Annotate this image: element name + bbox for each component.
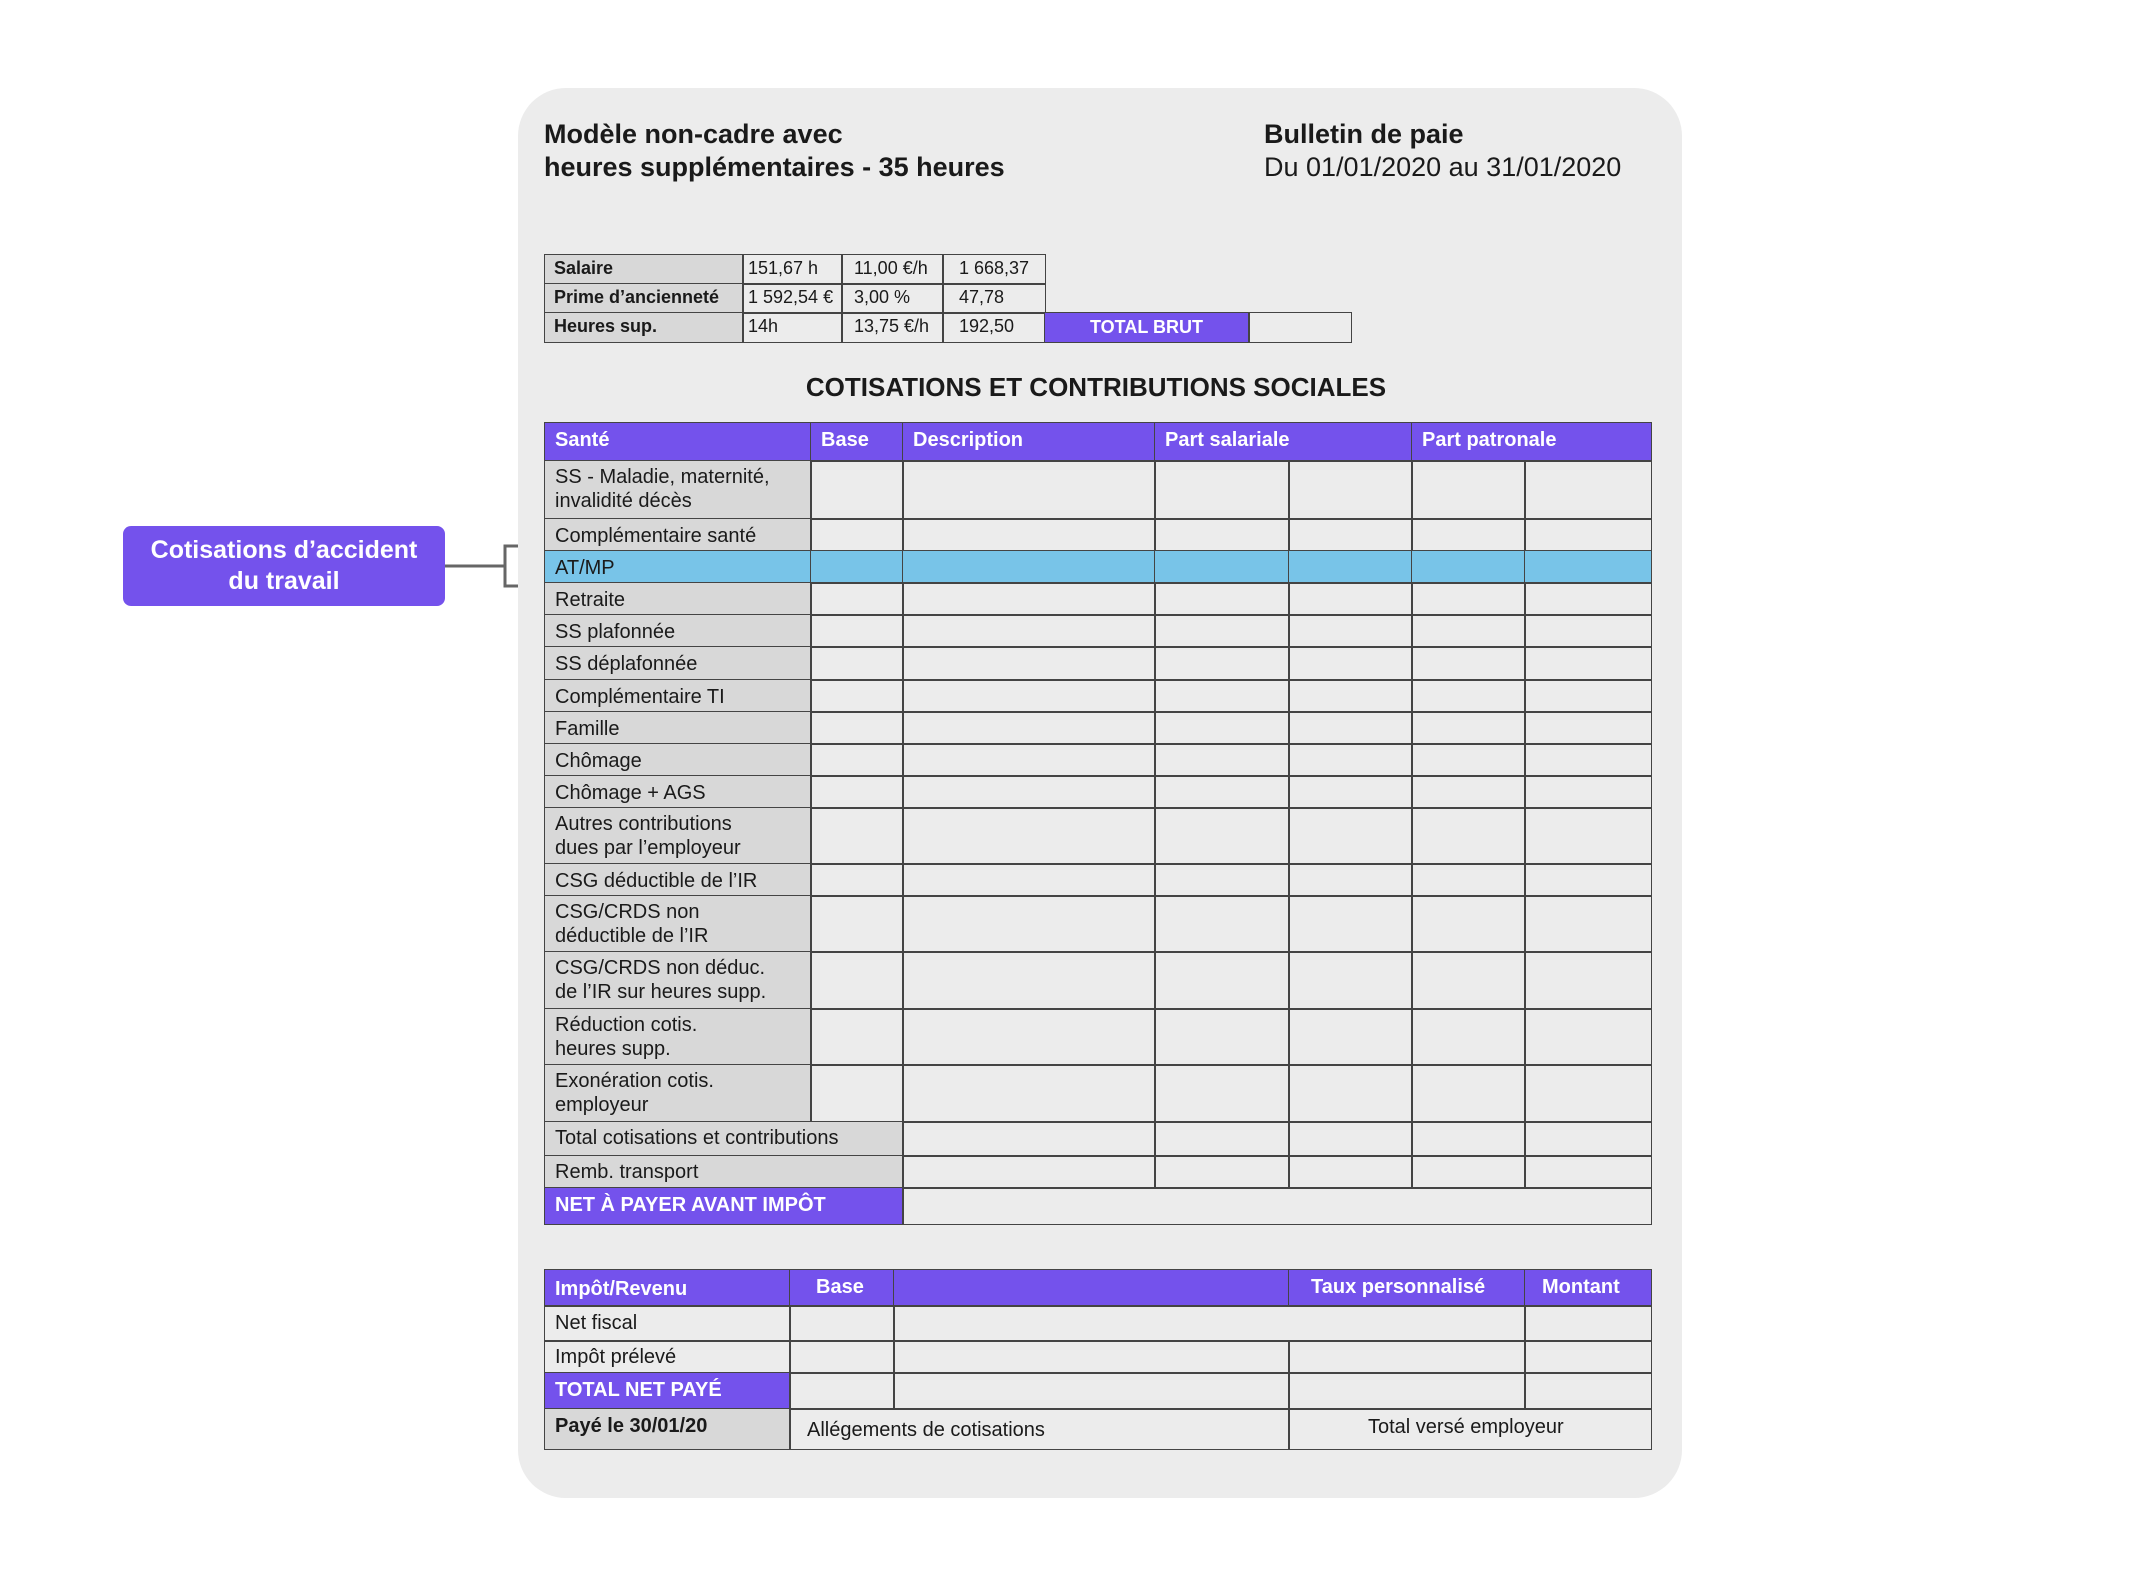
cotisation-cell bbox=[902, 1155, 1156, 1189]
cotisation-cell bbox=[810, 951, 904, 1010]
cotisation-cell bbox=[1411, 775, 1526, 809]
impot-header-label-text: Impôt/Revenu bbox=[555, 1278, 688, 1300]
cotisation-cell bbox=[1154, 614, 1290, 648]
salary-row-label: Prime d’ancienneté bbox=[544, 283, 744, 314]
cotisation-row-label bbox=[544, 863, 812, 897]
cotisation-row-label-text: SS - Maladie, maternité, invalidité décès bbox=[555, 466, 770, 512]
cotisation-cell bbox=[810, 614, 904, 648]
cotisation-cell bbox=[1288, 951, 1413, 1010]
impot-header-montant bbox=[1524, 1269, 1652, 1307]
cotisation-cell bbox=[1288, 1008, 1413, 1066]
cotisation-cell bbox=[1524, 1155, 1652, 1189]
cotisation-cell bbox=[1411, 460, 1526, 520]
cotisation-cell bbox=[1524, 1008, 1652, 1066]
cotisation-cell bbox=[810, 743, 904, 777]
net-avant-impot-label-text: NET À PAYER AVANT IMPÔT bbox=[555, 1194, 826, 1216]
cotisation-cell bbox=[1288, 646, 1413, 681]
cotisation-cell bbox=[1154, 460, 1290, 520]
cotisation-cell bbox=[1411, 951, 1526, 1010]
model-title-line1: Modèle non-cadre avec bbox=[544, 119, 843, 149]
cotisation-cell bbox=[1154, 679, 1290, 713]
cotisation-row-label-text: Chômage + AGS bbox=[555, 782, 706, 804]
impot-cell bbox=[1524, 1372, 1652, 1410]
cotisation-cell bbox=[810, 646, 904, 681]
cotisation-cell bbox=[902, 614, 1156, 648]
cotisation-cell bbox=[1288, 863, 1413, 897]
cotisation-cell bbox=[810, 895, 904, 953]
cotisation-row-label bbox=[544, 743, 812, 777]
cotisation-cell bbox=[1524, 1064, 1652, 1123]
cotisation-cell bbox=[810, 711, 904, 745]
cotisation-row-label-text: Complémentaire TI bbox=[555, 686, 725, 708]
impot-cell bbox=[893, 1372, 1290, 1410]
model-title-line2: heures supplémentaires - 35 heures bbox=[544, 152, 1005, 182]
cotisation-cell bbox=[1411, 1155, 1526, 1189]
total-brut-label: TOTAL BRUT bbox=[1044, 312, 1250, 343]
cotisation-row-label bbox=[544, 550, 812, 584]
cotisation-cell bbox=[1154, 711, 1290, 745]
impot-preleve-label bbox=[544, 1340, 791, 1374]
paye-le-label bbox=[544, 1408, 791, 1450]
cotisation-row-label-text: SS plafonnée bbox=[555, 621, 676, 643]
cotisation-cell bbox=[902, 460, 1156, 520]
cotisation-cell bbox=[1524, 807, 1652, 865]
cotisation-row-label bbox=[544, 614, 812, 648]
impot-cell bbox=[1288, 1372, 1526, 1410]
header-part-patronale-text: Part patronale bbox=[1422, 429, 1557, 451]
cotisation-cell bbox=[1288, 582, 1413, 616]
cotisation-cell bbox=[902, 518, 1156, 552]
cotisation-cell bbox=[1411, 518, 1526, 552]
cotisation-cell bbox=[1288, 679, 1413, 713]
cotisation-cell bbox=[902, 1064, 1156, 1123]
cotisation-row-label-text: Exonération cotis. employeur bbox=[555, 1070, 714, 1116]
impot-header-taux-text: Taux personnalisé bbox=[1311, 1276, 1486, 1298]
cotisation-cell bbox=[1411, 646, 1526, 681]
cotisation-cell bbox=[1288, 807, 1413, 865]
remb-transport-label bbox=[544, 1155, 904, 1189]
cotisation-cell bbox=[1524, 743, 1652, 777]
salary-row-rate: 11,00 €/h bbox=[841, 254, 944, 285]
cotisation-cell bbox=[902, 895, 1156, 953]
cotisation-cell bbox=[1288, 614, 1413, 648]
cotisation-cell bbox=[1288, 775, 1413, 809]
cotisation-cell bbox=[1411, 1121, 1526, 1157]
cotisation-row-label bbox=[544, 582, 812, 616]
cotisation-row-label bbox=[544, 807, 812, 865]
header-description bbox=[902, 422, 1156, 462]
header-part-patronale bbox=[1411, 422, 1652, 462]
impot-header-montant-text: Montant bbox=[1542, 1276, 1620, 1298]
cotisation-cell bbox=[1154, 1064, 1290, 1123]
cotisation-row-label-text: SS déplafonnée bbox=[555, 653, 698, 675]
cotisation-cell bbox=[810, 550, 904, 584]
cotisation-cell bbox=[1288, 460, 1413, 520]
cotisation-row-label-text: CSG déductible de l’IR bbox=[555, 870, 758, 892]
salary-row-amount: 192,50 bbox=[942, 312, 1046, 343]
cotisation-row-label bbox=[544, 460, 812, 520]
cotisation-cell bbox=[1524, 1121, 1652, 1157]
bulletin-period: Du 01/01/2020 au 31/01/2020 bbox=[1264, 152, 1622, 182]
cotisation-cell bbox=[1154, 582, 1290, 616]
cotisation-cell bbox=[810, 1064, 904, 1123]
total-verse-cell bbox=[1288, 1408, 1652, 1450]
header-sante bbox=[544, 422, 812, 462]
cotisation-row-label bbox=[544, 951, 812, 1010]
cotisation-row-label bbox=[544, 1064, 812, 1123]
cotisation-cell bbox=[1411, 1008, 1526, 1066]
cotisation-row-label bbox=[544, 679, 812, 713]
total-cotisations-label bbox=[544, 1121, 904, 1157]
cotisation-cell bbox=[1411, 550, 1526, 584]
cotisation-cell bbox=[1154, 518, 1290, 552]
remb-transport-label-text: Remb. transport bbox=[555, 1161, 699, 1183]
cotisation-cell bbox=[810, 582, 904, 616]
cotisation-cell bbox=[1411, 614, 1526, 648]
cotisation-cell bbox=[1154, 775, 1290, 809]
cotisation-cell bbox=[1411, 679, 1526, 713]
header-part-salariale bbox=[1154, 422, 1413, 462]
cotisation-cell bbox=[810, 775, 904, 809]
impot-cell bbox=[893, 1305, 1526, 1342]
cotisation-cell bbox=[810, 1008, 904, 1066]
net-fiscal-label-text: Net fiscal bbox=[555, 1312, 638, 1334]
salary-row-rate: 13,75 €/h bbox=[841, 312, 944, 343]
cotisations-title: COTISATIONS ET CONTRIBUTIONS SOCIALES bbox=[805, 372, 1387, 402]
cotisation-row-label-text: CSG/CRDS non déductible de l’IR bbox=[555, 901, 709, 947]
impot-header-blank bbox=[893, 1269, 1290, 1307]
cotisation-cell bbox=[1524, 550, 1652, 584]
cotisation-cell bbox=[1288, 1121, 1413, 1157]
cotisation-cell bbox=[1288, 711, 1413, 745]
cotisation-cell bbox=[1524, 711, 1652, 745]
impot-cell bbox=[789, 1372, 895, 1410]
cotisation-cell bbox=[1154, 646, 1290, 681]
cotisation-cell bbox=[902, 582, 1156, 616]
cotisation-cell bbox=[1154, 1121, 1290, 1157]
cotisation-cell bbox=[1524, 775, 1652, 809]
net-avant-impot-label bbox=[544, 1187, 904, 1225]
cotisation-cell bbox=[1411, 895, 1526, 953]
net-avant-impot-value bbox=[902, 1187, 1652, 1225]
cotisation-cell bbox=[902, 1121, 1156, 1157]
cotisation-cell bbox=[1288, 895, 1413, 953]
cotisation-row-label-text: Autres contributions dues par l’employeur bbox=[555, 813, 741, 859]
paye-le-label-text: Payé le 30/01/20 bbox=[555, 1415, 708, 1437]
header-part-salariale-text: Part salariale bbox=[1165, 429, 1290, 451]
salary-row-base: 1 592,54 € bbox=[742, 283, 843, 314]
cotisation-cell bbox=[1524, 460, 1652, 520]
cotisation-cell bbox=[1524, 951, 1652, 1010]
net-fiscal-label bbox=[544, 1305, 791, 1342]
cotisation-cell bbox=[902, 711, 1156, 745]
cotisation-cell bbox=[810, 679, 904, 713]
cotisation-cell bbox=[1411, 711, 1526, 745]
cotisation-cell bbox=[810, 518, 904, 552]
cotisation-cell bbox=[1288, 518, 1413, 552]
cotisation-cell bbox=[1524, 646, 1652, 681]
allegements-cell-text: Allégements de cotisations bbox=[807, 1419, 1045, 1441]
cotisation-cell bbox=[1288, 743, 1413, 777]
cotisation-cell bbox=[1411, 863, 1526, 897]
header-description-text: Description bbox=[913, 429, 1024, 451]
callout-label: Cotisations d’accident du travail bbox=[123, 526, 445, 606]
impot-cell bbox=[1524, 1340, 1652, 1374]
cotisation-cell bbox=[1524, 614, 1652, 648]
impot-header-taux bbox=[1288, 1269, 1526, 1307]
cotisation-row-label-text: CSG/CRDS non déduc. de l’IR sur heures supp. bbox=[555, 957, 767, 1003]
cotisation-cell bbox=[1154, 1155, 1290, 1189]
salary-row-rate: 3,00 % bbox=[841, 283, 944, 314]
cotisation-cell bbox=[1154, 743, 1290, 777]
cotisation-cell bbox=[1154, 1008, 1290, 1066]
cotisation-cell bbox=[902, 743, 1156, 777]
cotisation-row-label bbox=[544, 711, 812, 745]
cotisation-row-label-text: Complémentaire santé bbox=[555, 525, 757, 547]
cotisation-cell bbox=[810, 807, 904, 865]
cotisation-cell bbox=[1154, 550, 1290, 584]
header-base-text: Base bbox=[821, 429, 869, 451]
cotisation-row-label-text: Réduction cotis. heures supp. bbox=[555, 1014, 698, 1060]
cotisation-cell bbox=[902, 951, 1156, 1010]
cotisation-cell bbox=[902, 775, 1156, 809]
impot-preleve-label-text: Impôt prélevé bbox=[555, 1346, 677, 1368]
cotisation-row-label-text: Famille bbox=[555, 718, 620, 740]
impot-header-label bbox=[544, 1269, 791, 1307]
impot-header-base-text: Base bbox=[816, 1276, 864, 1298]
total-net-paye-label-text: TOTAL NET PAYÉ bbox=[555, 1379, 722, 1401]
cotisation-row-label-text: AT/MP bbox=[555, 557, 615, 579]
cotisation-cell bbox=[1154, 895, 1290, 953]
cotisation-cell bbox=[1288, 1155, 1413, 1189]
impot-cell bbox=[1524, 1305, 1652, 1342]
cotisation-row-label bbox=[544, 895, 812, 953]
impot-header-base bbox=[789, 1269, 895, 1307]
header-sante-text: Santé bbox=[555, 429, 610, 451]
cotisation-row-label-text: Retraite bbox=[555, 589, 626, 611]
cotisation-row-label bbox=[544, 1008, 812, 1066]
salary-row-amount: 47,78 bbox=[942, 283, 1046, 314]
impot-cell bbox=[789, 1340, 895, 1374]
cotisation-row-label-text: Chômage bbox=[555, 750, 642, 772]
cotisation-row-label bbox=[544, 775, 812, 809]
cotisation-cell bbox=[1411, 743, 1526, 777]
total-cotisations-label-text: Total cotisations et contributions bbox=[555, 1127, 839, 1149]
cotisation-cell bbox=[1411, 1064, 1526, 1123]
total-brut-value bbox=[1248, 312, 1352, 343]
salary-row-base: 14h bbox=[742, 312, 843, 343]
cotisation-cell bbox=[1154, 807, 1290, 865]
cotisation-row-label bbox=[544, 646, 812, 681]
cotisation-cell bbox=[902, 863, 1156, 897]
cotisation-cell bbox=[1524, 582, 1652, 616]
cotisation-cell bbox=[902, 550, 1156, 584]
cotisation-cell bbox=[810, 460, 904, 520]
cotisation-cell bbox=[1288, 550, 1413, 584]
cotisation-cell bbox=[1524, 863, 1652, 897]
cotisation-cell bbox=[1154, 863, 1290, 897]
salary-row-amount: 1 668,37 bbox=[942, 254, 1046, 285]
impot-cell bbox=[893, 1340, 1290, 1374]
cotisation-cell bbox=[810, 863, 904, 897]
salary-row-label: Salaire bbox=[544, 254, 744, 285]
header-base bbox=[810, 422, 904, 462]
cotisation-cell bbox=[1524, 518, 1652, 552]
total-net-paye-label bbox=[544, 1372, 791, 1410]
cotisation-cell bbox=[1288, 1064, 1413, 1123]
salary-row-base: 151,67 h bbox=[742, 254, 843, 285]
cotisation-row-label bbox=[544, 518, 812, 552]
cotisation-cell bbox=[902, 679, 1156, 713]
salary-row-label: Heures sup. bbox=[544, 312, 744, 343]
cotisation-cell bbox=[902, 1008, 1156, 1066]
cotisation-cell bbox=[1411, 807, 1526, 865]
cotisation-cell bbox=[1524, 895, 1652, 953]
total-verse-cell-text: Total versé employeur bbox=[1368, 1416, 1564, 1438]
cotisation-cell bbox=[902, 807, 1156, 865]
cotisation-cell bbox=[902, 646, 1156, 681]
cotisation-cell bbox=[1154, 951, 1290, 1010]
cotisation-cell bbox=[1411, 582, 1526, 616]
impot-cell bbox=[1288, 1340, 1526, 1374]
impot-cell bbox=[789, 1305, 895, 1342]
bulletin-title: Bulletin de paie bbox=[1264, 119, 1464, 149]
cotisation-cell bbox=[1524, 679, 1652, 713]
allegements-cell bbox=[789, 1408, 1290, 1450]
